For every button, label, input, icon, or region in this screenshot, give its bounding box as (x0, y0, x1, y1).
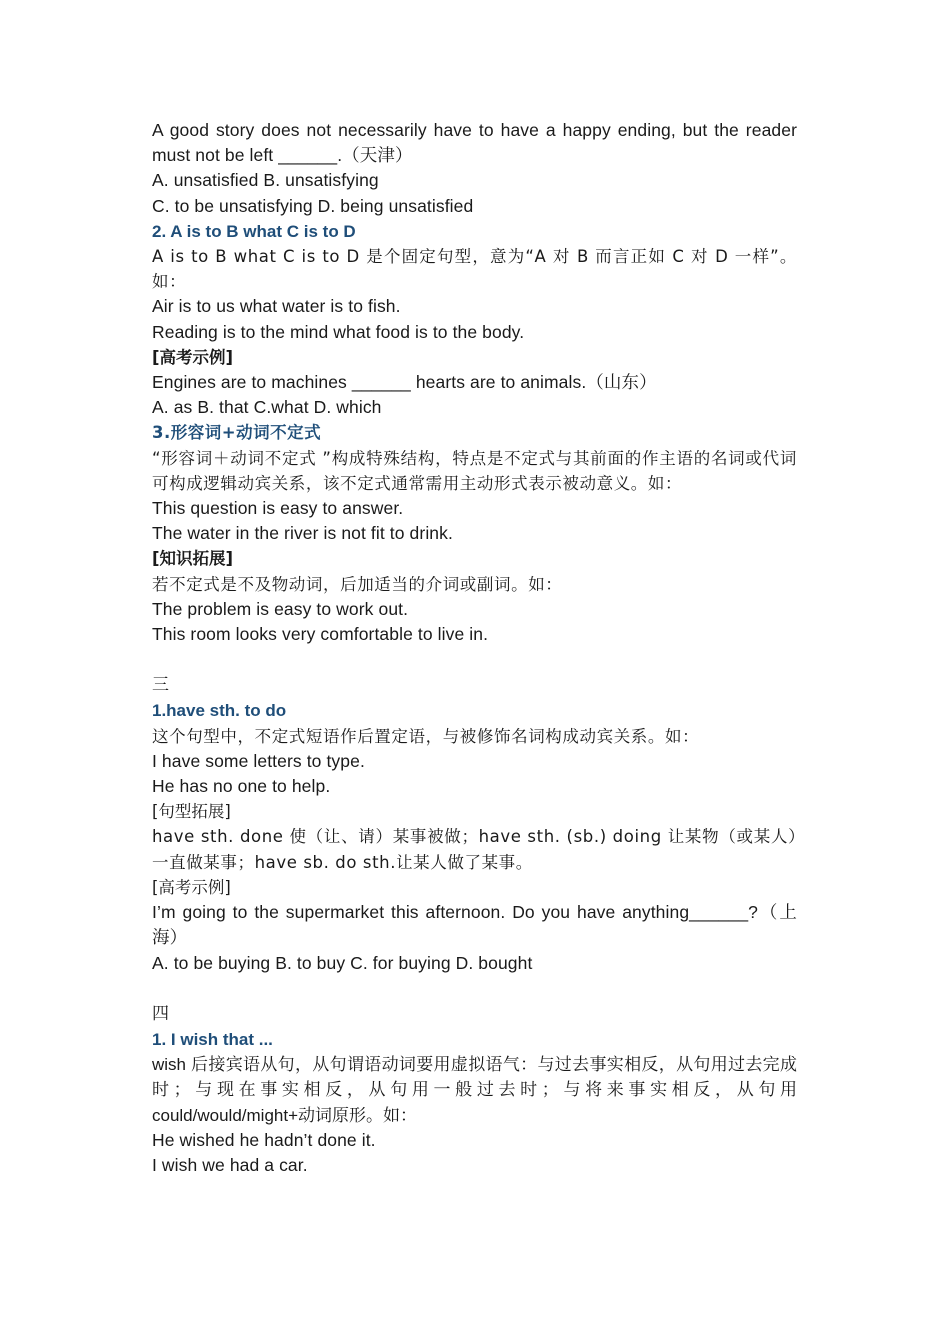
label-gaokao-example: [高考示例] (152, 347, 234, 367)
label-knowledge-extension: [知识拓展] (152, 549, 234, 569)
exam-options: A. as B. that C.what D. which (152, 397, 382, 418)
section-spacer (152, 976, 797, 1002)
document-body (152, 118, 797, 1178)
explanation-text: 这个句型中，不定式短语作后置定语，与被修饰名词构成动宾关系。如： (152, 726, 700, 746)
question-options-ab: A. unsatisfied B. unsatisfying (152, 170, 379, 191)
exam-question: Engines are to machines ______ hearts are to animals.（山东） (152, 372, 657, 393)
label-gaokao-example: [高考示例] (152, 877, 231, 897)
section-spacer (152, 647, 797, 673)
label-sentence-pattern-extension: [句型拓展] (152, 802, 231, 822)
explanation-text: wish 后接宾语从句，从句谓语动词要用虚拟语气：与过去事实相反，从句用过去完成时；与现在事实相反，从句用一般过去时；与将来事实相反，从句用 could/would/might+动词原形。如： (152, 1055, 797, 1125)
explanation-text: “形容词＋动词不定式 ”构成特殊结构，特点是不定式与其前面的作主语的名词或代词可构成逻辑动宾关系，该不定式通常需用主动形式表示被动意义。如： (152, 448, 797, 493)
explanation-text: 若不定式是不及物动词，后加适当的介词或副词。如： (152, 574, 563, 594)
example-sentence: He has no one to help. (152, 776, 331, 797)
explanation-text: have sth. done 使（让、请）某事被做；have sth. (sb.) doing 让某物（或某人）一直做某事；have sb. do sth.让某人做了某事。 (152, 827, 797, 872)
question-options-cd: C. to be unsatisfying D. being unsatisfied (152, 195, 474, 216)
section-heading-3: 3.形容词+动词不定式 (152, 423, 322, 443)
section-number-three: 三 (152, 675, 169, 696)
section-heading-4-1: 1. I wish that ... (152, 1029, 273, 1049)
example-sentence: This room looks very comfortable to live in. (152, 624, 489, 645)
explanation-text: A is to B what C is to D 是个固定句型，意为“A 对 B 而言正如 C 对 D 一样”。如： (152, 247, 797, 292)
exam-question: I’m going to the supermarket this afternoon. Do you have anything______?（上海） (152, 902, 797, 948)
example-sentence: Reading is to the mind what food is to the body. (152, 321, 525, 342)
question-stem: A good story does not necessarily have to have a happy ending, but the reader must not be left ______.（天津） (152, 120, 797, 166)
section-number-four: 四 (152, 1003, 169, 1024)
example-sentence: He wished he hadn’t done it. (152, 1129, 376, 1150)
exam-options: A. to be buying B. to buy C. for buying D. bought (152, 952, 533, 973)
example-sentence: The water in the river is not fit to drink. (152, 523, 453, 544)
example-sentence: I wish we had a car. (152, 1154, 308, 1175)
example-sentence: The problem is easy to work out. (152, 598, 409, 619)
example-sentence: I have some letters to type. (152, 750, 365, 771)
example-sentence: This question is easy to answer. (152, 498, 404, 519)
example-sentence: Air is to us what water is to fish. (152, 296, 401, 317)
section-heading-2: 2. A is to B what C is to D (152, 221, 356, 241)
section-heading-3-1: 1.have sth. to do (152, 701, 287, 721)
